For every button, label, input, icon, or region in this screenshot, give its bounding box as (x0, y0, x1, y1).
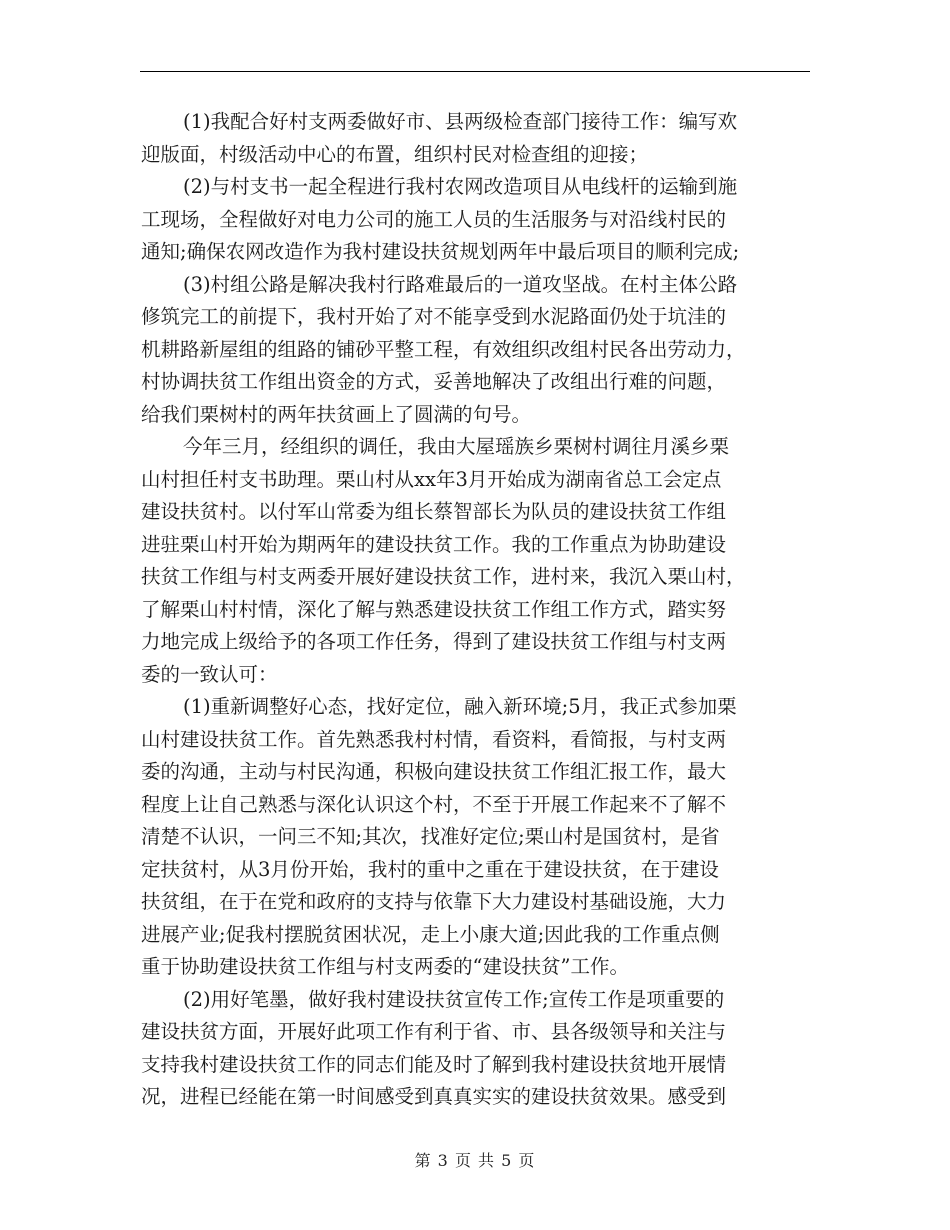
document-body (141, 106, 813, 1114)
text-line: (1)重新调整好心态，找好定位，融入新环境;5月，我正式参加栗 (183, 695, 737, 718)
text-line: 力地完成上级给予的各项工作任务，得到了建设扶贫工作组与村支两 (141, 630, 727, 653)
text-line: 村协调扶贫工作组出资金的方式，妥善地解决了改组出行难的问题， (141, 370, 727, 393)
text-line: (3)村组公路是解决我村行路难最后的一道攻坚战。在村主体公路 (183, 272, 738, 296)
text-line: (2)与村支书一起全程进行我村农网改造项目从电线杆的运输到施 (183, 175, 738, 198)
text-line: 给我们栗树村的两年扶贫画上了圆满的句号。 (141, 402, 532, 426)
text-line: 建设扶贫方面，开展好此项工作有利于省、市、县各级领导和关注与 (141, 1020, 727, 1043)
text-line: 扶贫工作组与村支两委开展好建设扶贫工作，进村来，我沉入栗山村， (141, 565, 746, 588)
text-line: 进展产业;促我村摆脱贫困状况，走上小康大道;因此我的工作重点侧 (141, 922, 720, 946)
header-rule (140, 71, 810, 72)
text-line: 进驻栗山村开始为期两年的建设扶贫工作。我的工作重点为协助建设 (141, 532, 727, 556)
text-line: 修筑完工的前提下，我村开始了对不能享受到水泥路面仍处于坑洼的 (141, 305, 727, 328)
text-line: 山村担任村支书助理。栗山村从xx年3月开始成为湖南省总工会定点 (141, 467, 722, 491)
text-line: 重于协助建设扶贫工作组与村支两委的“建设扶贫”工作。 (141, 955, 629, 978)
text-line: 建设扶贫村。以付军山常委为组长蔡智部长为队员的建设扶贫工作组 (141, 500, 727, 523)
text-line: 工现场，全程做好对电力公司的施工人员的生活服务与对沿线村民的 (141, 207, 727, 231)
text-line: 定扶贫村，从3月份开始，我村的重中之重在于建设扶贫，在于建设 (141, 857, 719, 881)
text-line: 迎版面，村级活动中心的布置，组织村民对检查组的迎接； (141, 142, 649, 166)
text-line: 支持我村建设扶贫工作的同志们能及时了解到我村建设扶贫地开展情 (141, 1052, 727, 1076)
text-line: 委的沟通，主动与村民沟通，积极向建设扶贫工作组汇报工作，最大 (141, 760, 727, 783)
text-line: 清楚不认识，一问三不知;其次，找准好定位;栗山村是国贫村，是省 (141, 825, 720, 848)
text-line: 今年三月，经组织的调任，我由大屋瑶族乡栗树村调往月溪乡栗 (183, 435, 730, 458)
text-line: 山村建设扶贫工作。首先熟悉我村村情，看资料，看简报，与村支两 (141, 727, 727, 751)
text-line: 委的一致认可： (141, 662, 278, 686)
text-line: (2)用好笔墨，做好我村建设扶贫宣传工作;宣传工作是项重要的 (183, 987, 725, 1011)
text-line: 通知;确保农网改造作为我村建设扶贫规划两年中最后项目的顺利完成; (141, 240, 740, 263)
text-line: 机耕路新屋组的组路的铺砂平整工程，有效组织改组村民各出劳动力， (141, 337, 746, 361)
text-line: 况，进程已经能在第一时间感受到真真实实的建设扶贫效果。感受到 (141, 1085, 727, 1108)
text-line: 扶贫组，在于在党和政府的支持与依靠下大力建设村基础设施，大力 (141, 890, 727, 913)
text-line: 了解栗山村村情，深化了解与熟悉建设扶贫工作组工作方式，踏实努 (141, 597, 727, 621)
text-line: 程度上让自己熟悉与深化认识这个村，不至于开展工作起来不了解不 (141, 792, 727, 816)
text-line: (1)我配合好村支两委做好市、县两级检查部门接待工作：编写欢 (183, 110, 738, 133)
page-number: 第 3 页 共 5 页 (414, 1151, 536, 1170)
